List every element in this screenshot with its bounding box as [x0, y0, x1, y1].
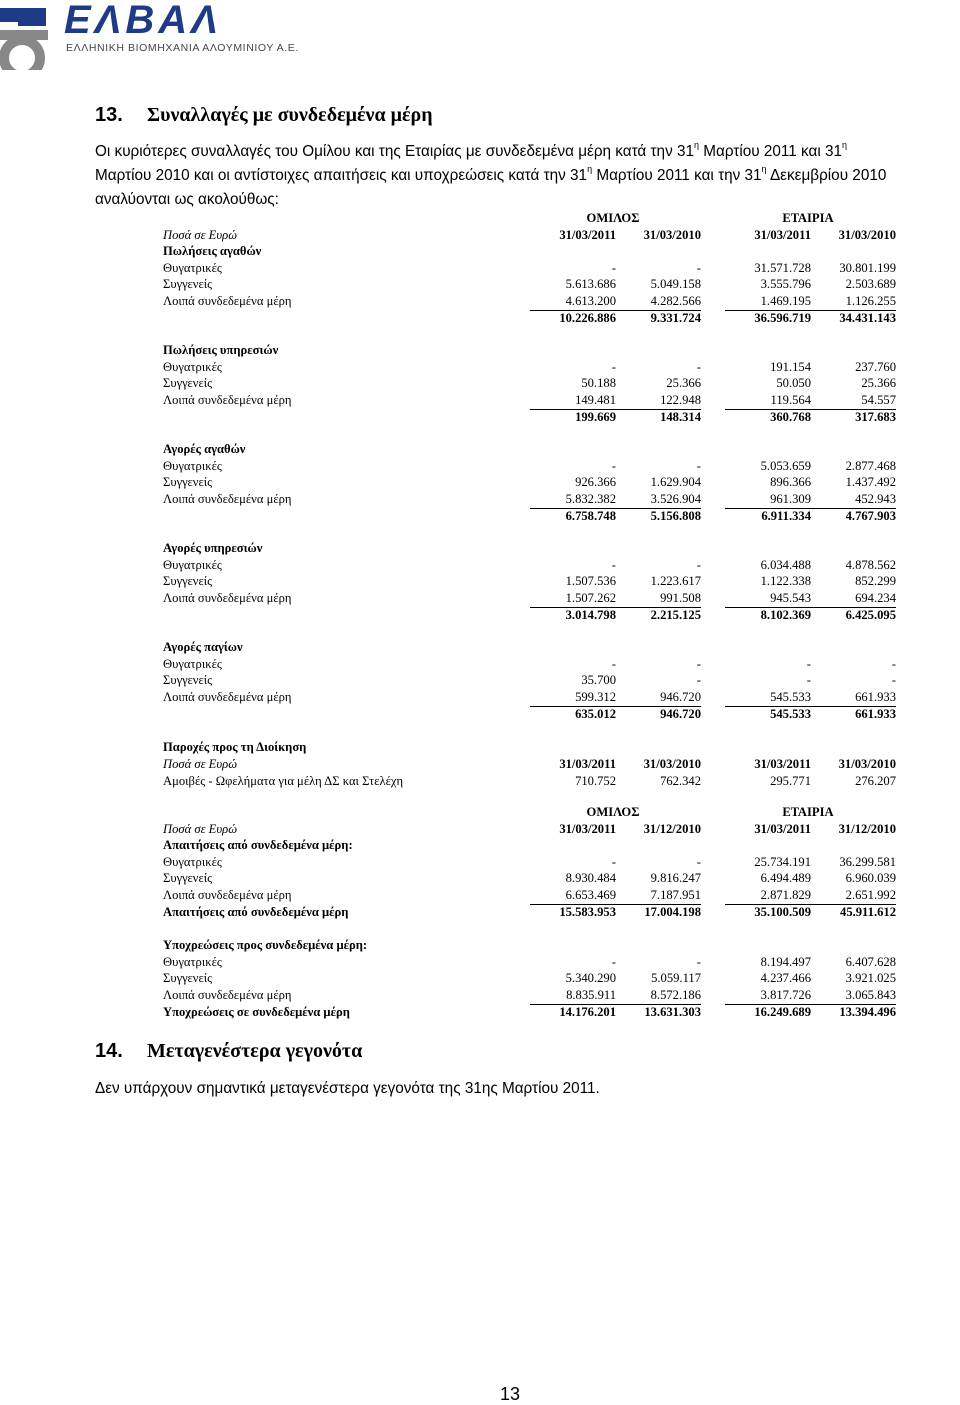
table-row	[163, 954, 896, 971]
cell-value: -	[611, 954, 616, 969]
cell-value: -	[611, 656, 616, 671]
cell-value: 946.720	[660, 707, 701, 721]
subtotal-underline	[615, 607, 701, 608]
row-label: Λοιπά συνδεδεμένα μέρη	[163, 392, 292, 407]
cell-value: 5.832.382	[565, 491, 616, 506]
cell-value: -	[806, 656, 811, 671]
table-row	[163, 458, 896, 475]
cell-value: 6.425.095	[845, 608, 896, 622]
cell-value: 9.331.724	[650, 311, 701, 325]
intro-line-2: Μαρτίου 2010 και οι αντίστοιχες απαιτήσεις και υποχρεώσεις κατά την $31^\eta$ Μαρτίου 2011 και την $31^\eta$ Δεκεμβρίου 2010	[95, 164, 887, 184]
row-label: Λοιπά συνδεδεμένα μέρη	[163, 887, 292, 902]
cell-value: 8.835.911	[566, 987, 616, 1002]
subtotal-underline	[615, 1004, 701, 1005]
cell-value: 31/03/2011	[754, 228, 811, 242]
cell-value: 1.126.255	[845, 293, 896, 308]
mgmt-header-row	[163, 757, 896, 773]
section-title-row	[163, 541, 823, 557]
subtotal-underline	[615, 409, 701, 410]
table-row	[163, 277, 896, 293]
cell-value: -	[696, 557, 701, 572]
subtotal-underline	[530, 508, 616, 509]
cell-value: 852.299	[855, 574, 896, 588]
cell-value: 34.431.143	[839, 311, 896, 325]
subtotal-underline	[810, 1004, 896, 1005]
cell-value: 119.564	[770, 392, 811, 407]
cell-value: 31/03/2011	[559, 822, 616, 836]
cell-value: -	[696, 854, 701, 869]
row-label: Θυγατρικές	[163, 557, 222, 572]
section-title-row	[163, 442, 823, 458]
cell-value: 545.533	[770, 707, 811, 721]
row-label: Απαιτήσεις από συνδεδεμένα μέρη:	[163, 838, 353, 852]
cell-value: 30.801.199	[839, 260, 896, 275]
section-title: Μεταγενέστερα γεγονότα	[147, 1040, 363, 1062]
cell-value: 31/03/2010	[643, 228, 701, 242]
total-row	[163, 311, 896, 327]
cell-value: 6.758.748	[565, 509, 616, 523]
subtotal-underline	[530, 607, 616, 608]
cell-value: 6.034.488	[760, 557, 811, 572]
table-row	[163, 392, 896, 409]
intro-line-3: αναλύονται ως ακολούθως:	[95, 191, 279, 208]
row-label: Συγγενείς	[163, 673, 213, 687]
subtotal-underline	[530, 1004, 616, 1005]
cell-value: 45.911.612	[840, 905, 896, 919]
cell-value: 25.734.191	[754, 854, 811, 869]
cell-value: 36.299.581	[839, 854, 896, 869]
cell-value: -	[891, 673, 896, 687]
group-header-etairia: ΕΤΑΙΡΙΑ	[782, 805, 834, 819]
cell-value: 25.366	[666, 376, 701, 390]
cell-value: -	[806, 673, 811, 687]
cell-value: 896.366	[770, 475, 811, 489]
table-row	[163, 887, 896, 904]
cell-value: 237.760	[855, 359, 896, 374]
cell-value: 961.309	[770, 491, 811, 506]
subtotal-underline	[530, 409, 616, 410]
subtotal-underline	[725, 508, 811, 509]
group-header-omilos: ΟΜΙΛΟΣ	[586, 211, 640, 225]
row-label: Θυγατρικές	[163, 854, 222, 869]
cell-value: -	[696, 954, 701, 969]
cell-value: 2.215.125	[650, 608, 701, 622]
row-label: Απαιτήσεις από συνδεδεμένα μέρη	[163, 905, 349, 919]
cell-value: 31/12/2010	[838, 822, 896, 836]
section-title-row	[163, 343, 823, 359]
cell-value: 3.921.025	[845, 971, 896, 985]
row-label: Αγορές υπηρεσιών	[163, 541, 263, 555]
table-row	[163, 854, 896, 871]
section-14-heading	[95, 1040, 362, 1063]
cell-value: 31/03/2011	[559, 228, 616, 242]
cell-value: 694.234	[855, 590, 896, 605]
section-title-row	[163, 838, 823, 854]
cell-value: 6.407.628	[845, 954, 896, 969]
cell-value: 31/12/2010	[643, 822, 701, 836]
row-label: Λοιπά συνδεδεμένα μέρη	[163, 293, 292, 308]
cell-value: 4.767.903	[845, 509, 896, 523]
cell-value: 635.012	[575, 707, 616, 721]
cell-value: 8.102.369	[760, 608, 811, 622]
cell-value: 50.050	[776, 376, 811, 390]
cell-value: 317.683	[855, 410, 896, 424]
cell-value: 661.933	[855, 707, 896, 721]
cell-value: 4.237.466	[760, 971, 811, 985]
row-label: Συγγενείς	[163, 574, 213, 588]
cell-value: 31/03/2010	[838, 757, 896, 771]
logo-mark-icon	[0, 0, 58, 70]
table-row	[163, 557, 896, 574]
cell-value: 13.631.303	[644, 1005, 701, 1019]
intro-line-1: Οι κυριότερες συναλλαγές του Ομίλου και της Εταιρίας με συνδεδεμένα μέρη κατά την $31^\eta$ Μαρτίου 2011 και $31^\eta$	[95, 140, 848, 160]
row-label: Υποχρεώσεις σε συνδεδεμένα μέρη	[163, 1005, 350, 1019]
section-title: Συναλλαγές με συνδεδεμένα μέρη	[147, 104, 433, 126]
group-header-omilos: ΟΜΙΛΟΣ	[586, 805, 640, 819]
cell-value: 6.911.334	[761, 509, 811, 523]
row-label: Θυγατρικές	[163, 359, 222, 374]
cell-value: -	[611, 359, 616, 374]
cell-value: 2.877.468	[845, 458, 896, 473]
cell-value: 31/03/2010	[838, 228, 896, 242]
cell-value: 991.508	[660, 590, 701, 605]
cell-value: 14.176.201	[559, 1005, 616, 1019]
row-label: Αγορές παγίων	[163, 640, 243, 654]
cell-value: 1.437.492	[845, 475, 896, 489]
subtotal-underline	[810, 607, 896, 608]
row-label: Θυγατρικές	[163, 260, 222, 275]
table-row	[163, 475, 896, 491]
cell-value: 8.572.186	[650, 987, 701, 1002]
cell-value: 25.366	[861, 376, 896, 390]
row-label: Αμοιβές - Ωφελήματα για μέλη ΔΣ και Στελέχη	[163, 774, 404, 788]
cell-value: 4.878.562	[845, 557, 896, 572]
subtotal-underline	[725, 409, 811, 410]
cell-value: 360.768	[770, 410, 811, 424]
cell-value: -	[696, 656, 701, 671]
table-row	[163, 293, 896, 310]
row-label: Λοιπά συνδεδεμένα μέρη	[163, 987, 292, 1002]
cell-value: 6.494.489	[760, 871, 811, 885]
cell-value: 599.312	[575, 689, 616, 704]
related-party-tables	[163, 0, 960, 1020]
row-label: Συγγενείς	[163, 376, 213, 390]
table-row	[163, 260, 896, 277]
subtotal-underline	[615, 310, 701, 311]
logo-wordmark: ΕΛΒΑΛ	[64, 0, 222, 42]
cell-value: 6.960.039	[845, 871, 896, 885]
cell-value: 2.503.689	[845, 277, 896, 291]
subtotal-underline	[725, 706, 811, 707]
cell-value: 3.526.904	[650, 491, 701, 506]
total-row	[163, 905, 896, 921]
subtotal-underline	[725, 1004, 811, 1005]
cell-value: -	[611, 854, 616, 869]
table-row	[163, 987, 896, 1004]
cell-value: 15.583.953	[559, 905, 616, 919]
cell-value: -	[696, 458, 701, 473]
cell-value: 926.366	[575, 475, 616, 489]
cell-value: 36.596.719	[754, 311, 811, 325]
total-row	[163, 608, 896, 624]
cell-value: 3.555.796	[760, 277, 811, 291]
cell-value: 5.156.808	[650, 509, 701, 523]
section-number: 13.	[95, 104, 123, 126]
cell-value: 50.188	[581, 376, 616, 390]
row-label: Πωλήσεις υπηρεσιών	[163, 343, 279, 357]
cell-value: 3.065.843	[845, 987, 896, 1002]
cell-value: 122.948	[660, 392, 701, 407]
cell-value: 5.059.117	[651, 971, 701, 985]
cell-value: -	[696, 673, 701, 687]
cell-value: 8.930.484	[565, 871, 616, 885]
cell-value: 4.282.566	[650, 293, 701, 308]
cell-value: 276.207	[855, 774, 896, 788]
row-label: Συγγενείς	[163, 971, 213, 985]
subtotal-underline	[530, 706, 616, 707]
page-number: 13	[500, 1384, 521, 1404]
section-title-row	[163, 244, 823, 260]
cell-value: 1.507.262	[565, 590, 616, 605]
cell-value: 6.653.469	[565, 887, 616, 902]
row-label: Ποσά σε Ευρώ	[163, 228, 237, 242]
header-row	[163, 228, 896, 244]
cell-value: 710.752	[575, 774, 616, 788]
cell-value: 54.557	[861, 392, 896, 407]
subtotal-underline	[810, 409, 896, 410]
row-label: Αγορές αγαθών	[163, 442, 246, 456]
subtotal-underline	[725, 607, 811, 608]
cell-value: 1.122.338	[760, 574, 811, 588]
cell-value: 4.613.200	[565, 293, 616, 308]
table-row	[163, 376, 896, 392]
row-label: Πωλήσεις αγαθών	[163, 244, 262, 258]
cell-value: -	[891, 656, 896, 671]
row-label: Θυγατρικές	[163, 954, 222, 969]
subtotal-underline	[810, 310, 896, 311]
cell-value: 762.342	[660, 774, 701, 788]
cell-value: -	[696, 359, 701, 374]
table-row	[163, 656, 896, 673]
cell-value: -	[611, 260, 616, 275]
mgmt-row	[163, 774, 896, 790]
row-label: Θυγατρικές	[163, 656, 222, 671]
cell-value: 148.314	[660, 410, 701, 424]
cell-value: 3.817.726	[760, 987, 811, 1002]
row-label: Θυγατρικές	[163, 458, 222, 473]
cell-value: 2.871.829	[760, 887, 811, 902]
cell-value: 452.943	[855, 491, 896, 506]
cell-value: 17.004.198	[644, 905, 701, 919]
table-row	[163, 491, 896, 508]
row-label: Υποχρεώσεις προς συνδεδεμένα μέρη:	[163, 938, 368, 952]
cell-value: -	[696, 260, 701, 275]
cell-value: 2.651.992	[845, 887, 896, 902]
subtotal-underline	[725, 904, 811, 905]
section-number: 14.	[95, 1040, 123, 1062]
cell-value: 191.154	[770, 359, 811, 374]
table-row	[163, 359, 896, 376]
row-label: Ποσά σε Ευρώ	[163, 822, 237, 836]
total-row	[163, 509, 896, 525]
cell-value: 31/03/2010	[643, 757, 701, 771]
cell-value: 35.100.509	[754, 905, 811, 919]
cell-value: 31/03/2011	[559, 757, 616, 771]
cell-value: 31/03/2011	[754, 822, 811, 836]
section-title-row	[163, 938, 823, 954]
subtotal-underline	[810, 508, 896, 509]
cell-value: 16.249.689	[754, 1005, 811, 1019]
row-label: Ποσά σε Ευρώ	[163, 757, 237, 771]
cell-value: 13.394.496	[839, 1005, 896, 1019]
row-label: Λοιπά συνδεδεμένα μέρη	[163, 689, 292, 704]
total-row	[163, 707, 896, 723]
header-row	[163, 822, 896, 838]
cell-value: -	[611, 557, 616, 572]
table-row	[163, 689, 896, 706]
cell-value: 1.629.904	[650, 475, 701, 489]
section-title-row	[163, 640, 823, 656]
table-row	[163, 673, 896, 689]
cell-value: 35.700	[581, 673, 616, 687]
row-label: Λοιπά συνδεδεμένα μέρη	[163, 491, 292, 506]
subtotal-underline	[810, 904, 896, 905]
cell-value: 1.223.617	[650, 574, 701, 588]
row-label: Συγγενείς	[163, 475, 213, 489]
row-label: Συγγενείς	[163, 871, 213, 885]
total-row	[163, 410, 896, 426]
cell-value: -	[611, 458, 616, 473]
row-label: Συγγενείς	[163, 277, 213, 291]
subtotal-underline	[615, 904, 701, 905]
subtotal-underline	[530, 310, 616, 311]
cell-value: 5.340.290	[565, 971, 616, 985]
table-row	[163, 971, 896, 987]
cell-value: 8.194.497	[760, 954, 811, 969]
cell-value: 9.816.247	[650, 871, 701, 885]
subtotal-underline	[615, 508, 701, 509]
cell-value: 3.014.798	[565, 608, 616, 622]
table-row	[163, 574, 896, 590]
cell-value: 946.720	[660, 689, 701, 704]
subtotal-underline	[615, 706, 701, 707]
cell-value: 945.543	[770, 590, 811, 605]
mgmt-title-row	[163, 740, 823, 756]
cell-value: 1.469.195	[760, 293, 811, 308]
cell-value: 7.187.951	[650, 887, 701, 902]
group-header-etairia: ΕΤΑΙΡΙΑ	[782, 211, 834, 225]
cell-value: 5.613.686	[565, 277, 616, 291]
cell-value: 149.481	[575, 392, 616, 407]
subtotal-underline	[725, 310, 811, 311]
cell-value: 199.669	[575, 410, 616, 424]
table-row	[163, 590, 896, 607]
cell-value: 31/03/2011	[754, 757, 811, 771]
cell-value: 5.053.659	[760, 458, 811, 473]
subtotal-underline	[810, 706, 896, 707]
table-row	[163, 871, 896, 887]
cell-value: 31.571.728	[754, 260, 811, 275]
cell-value: 545.533	[770, 689, 811, 704]
cell-value: 295.771	[770, 774, 811, 788]
cell-value: 661.933	[855, 689, 896, 704]
logo-subtitle: ΕΛΛΗΝΙΚΗ ΒΙΟΜΗΧΑΝΙΑ ΑΛΟΥΜΙΝΙΟΥ Α.Ε.	[66, 42, 299, 54]
cell-value: 10.226.886	[559, 311, 616, 325]
row-label: Λοιπά συνδεδεμένα μέρη	[163, 590, 292, 605]
section-14-text: Δεν υπάρχουν σημαντικά μεταγενέστερα γεγονότα της 31ης Μαρτίου 2011.	[95, 1080, 600, 1097]
row-label: Παροχές προς τη Διοίκηση	[163, 740, 307, 754]
cell-value: 1.507.536	[565, 574, 616, 588]
total-row	[163, 1005, 896, 1021]
subtotal-underline	[530, 904, 616, 905]
cell-value: 5.049.158	[650, 277, 701, 291]
